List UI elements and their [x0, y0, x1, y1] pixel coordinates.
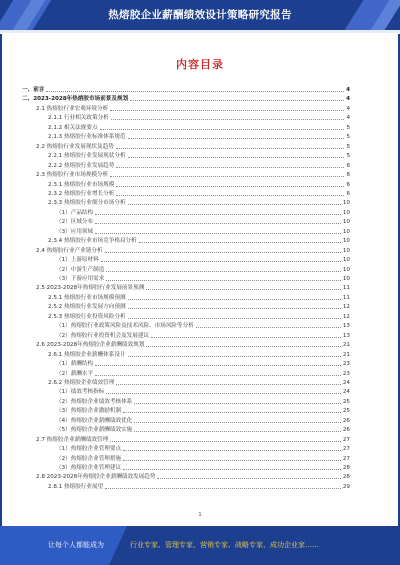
- toc-entry-page: 26: [342, 427, 350, 434]
- toc-entry-page: 4: [346, 105, 350, 112]
- toc-leader-dots: [116, 384, 341, 385]
- toc-entry[interactable]: [48, 303, 350, 311]
- toc-leader-dots: [110, 176, 344, 177]
- toc-entry-page: 25: [342, 398, 350, 405]
- toc-leader-dots: [134, 403, 341, 404]
- toc-leader-dots: [95, 214, 341, 215]
- toc-entry[interactable]: [48, 313, 350, 321]
- toc-leader-dots: [128, 204, 341, 205]
- toc-entry[interactable]: [36, 171, 350, 179]
- toc-entry-label: （2）中游生产制造: [56, 266, 105, 273]
- toc-entry-label: 2.6 2023-2028年热熔胶企业薪酬绩效规划: [36, 342, 145, 349]
- toc-entry-label: （1）热熔胶行业政策风险及技术风险、市场风险等分析: [56, 323, 194, 330]
- toc-entry[interactable]: [48, 124, 350, 132]
- toc-entry[interactable]: [22, 86, 350, 94]
- toc-leader-dots: [95, 233, 341, 234]
- toc-entry-page: 4: [346, 115, 350, 122]
- toc-entry-page: 10: [342, 200, 350, 207]
- toc-entry[interactable]: [56, 266, 350, 274]
- toc-entry-label: （1）上游原材料: [56, 257, 99, 264]
- toc-entry-label: 2.5.1 热熔胶行业市场规模预测: [48, 294, 126, 301]
- header-underline: [0, 30, 400, 33]
- toc-entry-page: 10: [342, 238, 350, 245]
- toc-leader-dots: [128, 308, 341, 309]
- toc-entry-page: 4: [346, 96, 350, 103]
- toc-entry-label: 2.7 热熔胶企业薪酬绩效管理: [36, 436, 109, 443]
- toc-entry[interactable]: [56, 228, 350, 236]
- toc-leader-dots: [123, 450, 341, 451]
- toc-entry-label: （2）区域分布: [56, 219, 94, 226]
- toc-entry[interactable]: [36, 284, 350, 292]
- toc-leader-dots: [105, 252, 341, 253]
- toc-entry[interactable]: [56, 398, 350, 406]
- toc-entry-page: 27: [342, 436, 350, 443]
- toc-leader-dots: [123, 469, 341, 470]
- toc-entry-label: 2.5.2 热熔胶行业发展方向预测: [48, 304, 126, 311]
- toc-leader-dots: [157, 478, 340, 479]
- toc-entry-page: 6: [346, 190, 350, 197]
- toc-entry-page: 24: [342, 389, 350, 396]
- toc-entry[interactable]: [56, 407, 350, 415]
- toc-leader-dots: [116, 167, 344, 168]
- toc-entry[interactable]: [36, 105, 350, 113]
- toc-entry[interactable]: [56, 388, 350, 396]
- toc-leader-dots: [196, 327, 341, 328]
- toc-entry-label: 2.8 2023-2028年热熔胶企业薪酬绩效发展趋势: [36, 474, 156, 481]
- toc-entry-page: 5: [346, 143, 350, 150]
- toc-entry-label: （3）热熔胶企业激励机制: [56, 408, 122, 415]
- toc-leader-dots: [128, 138, 345, 139]
- toc-leader-dots: [111, 119, 345, 120]
- toc-entry-label: （5）热熔胶企业薪酬绩效实施: [56, 427, 133, 434]
- toc-leader-dots: [116, 148, 345, 149]
- toc-entry[interactable]: [36, 341, 350, 349]
- toc-leader-dots: [134, 431, 341, 432]
- toc-entry-label: （3）应用领域: [56, 228, 94, 235]
- toc-entry-page: 5: [346, 124, 350, 131]
- toc-entry-page: 5: [346, 134, 350, 141]
- toc-entry-label: 2.3.4 热熔胶行业市场竞争格局分析: [48, 238, 137, 245]
- toc-entry-page: 21: [342, 351, 350, 358]
- toc-entry-label: 2.8.1 热熔胶行业展望: [48, 483, 104, 490]
- toc-entry[interactable]: [48, 294, 350, 302]
- toc-entry-page: 6: [346, 181, 350, 188]
- toc-entry-label: （3）热熔胶企业管理建议: [56, 465, 122, 471]
- toc-entry-page: 21: [342, 342, 350, 349]
- toc-entry[interactable]: [56, 209, 350, 217]
- toc-entry-label: （1）绩效考核指标: [56, 389, 105, 396]
- footer-banner: [0, 526, 400, 565]
- toc-entry-label: （1）产品结构: [56, 209, 94, 216]
- toc-entry-page: 25: [342, 408, 350, 415]
- toc-entry-label: 一、前言: [22, 87, 45, 93]
- toc-entry[interactable]: [36, 473, 350, 481]
- toc-entry-label: 2.6.1 热熔胶企业薪酬体系设计: [48, 351, 126, 358]
- toc-entry[interactable]: [48, 379, 350, 387]
- toc-leader-dots: [106, 280, 341, 281]
- toc-entry[interactable]: [36, 143, 350, 151]
- toc-leader-dots: [110, 110, 344, 111]
- toc-entry-label: （2）热熔胶企业管理措施: [56, 455, 122, 462]
- toc-leader-dots: [106, 393, 341, 394]
- toc-title: 内容目录: [176, 58, 224, 71]
- toc-entry[interactable]: [36, 436, 350, 444]
- toc-entry[interactable]: [56, 445, 350, 453]
- toc-entry-page: 10: [342, 228, 350, 235]
- toc-leader-dots: [123, 460, 341, 461]
- toc-entry-page: 10: [342, 266, 350, 273]
- toc-leader-dots: [116, 186, 344, 187]
- toc-entry[interactable]: [56, 464, 350, 472]
- toc-leader-dots: [116, 195, 344, 196]
- toc-entry-label: （2）热熔胶企业绩效考核体系: [56, 398, 133, 405]
- toc-entry-label: 2.2 热熔胶行业发展现状及趋势: [36, 143, 114, 150]
- toc-leader-dots: [123, 412, 341, 413]
- toc-entry-label: 2.5 2023-2028年热熔胶行业发展前景预测: [36, 285, 145, 292]
- toc-entry[interactable]: [56, 360, 350, 368]
- toc-entry-label: （2）薪酬水平: [56, 370, 94, 377]
- page-border-left: [0, 34, 2, 526]
- toc-entry-page: 12: [342, 313, 350, 320]
- toc-entry[interactable]: [48, 237, 350, 245]
- toc-entry[interactable]: [48, 190, 350, 198]
- toc-entry[interactable]: [22, 95, 350, 103]
- toc-entry-label: （1）热熔胶企业管理要点: [56, 446, 122, 453]
- toc-entry-page: 27: [342, 455, 350, 462]
- toc-leader-dots: [100, 129, 345, 130]
- header-banner: [0, 0, 400, 30]
- toc-entry-label: （3）下游应用需求: [56, 276, 105, 282]
- toc-entry[interactable]: [48, 483, 350, 491]
- toc-entry-label: 2.3 热熔胶行业市场规模分析: [36, 172, 109, 179]
- toc-entry-label: （1）薪酬结构: [56, 361, 94, 368]
- toc-entry-page: 6: [346, 172, 350, 179]
- toc-entry[interactable]: [56, 455, 350, 463]
- toc-entry-page: 23: [342, 361, 350, 368]
- toc-leader-dots: [151, 337, 341, 338]
- toc-entry-page: 23: [342, 370, 350, 377]
- toc-entry-label: 2.3.2 热熔胶行业增长分析: [48, 190, 115, 197]
- toc-entry-label: （4）热熔胶企业薪酬绩效优化: [56, 417, 133, 424]
- toc-entry[interactable]: [56, 275, 350, 283]
- toc-entry-label: 2.1.2 相关法规要点: [48, 124, 98, 131]
- toc-entry[interactable]: [48, 114, 350, 122]
- toc-entry-label: 2.1.3 热熔胶行业标准体系规范: [48, 134, 126, 141]
- toc-entry-page: 28: [342, 465, 350, 471]
- toc-leader-dots: [128, 318, 341, 319]
- toc-entry-label: 2.5.3 热熔胶行业投资风险分析: [48, 313, 126, 320]
- toc-leader-dots: [139, 242, 341, 243]
- toc-entry-page: 10: [342, 247, 350, 254]
- toc-entry-page: 10: [342, 257, 350, 264]
- toc-leader-dots: [95, 223, 341, 224]
- toc-entry[interactable]: [48, 162, 350, 170]
- toc-entry-label: 2.1 热熔胶行业宏观环境分析: [36, 105, 109, 112]
- toc-entry-label: 二、2023-2028年热熔胶市场前景及规划: [22, 96, 129, 103]
- toc-entry[interactable]: [36, 247, 350, 255]
- toc-entry[interactable]: [48, 181, 350, 189]
- toc-leader-dots: [130, 100, 344, 101]
- page-number: 1: [198, 512, 202, 518]
- toc-entry-label: 2.3.1 热熔胶行业市场规模: [48, 181, 115, 188]
- toc-leader-dots: [46, 91, 344, 92]
- toc-entry[interactable]: [56, 332, 350, 340]
- toc-leader-dots: [95, 365, 341, 366]
- toc-entry-label: 2.1.1 行业相关政策分析: [48, 115, 109, 122]
- toc-leader-dots: [110, 441, 341, 442]
- report-title: 热熔胶企业薪酬绩效设计策略研究报告: [108, 9, 292, 21]
- toc-entry[interactable]: [48, 199, 350, 207]
- toc-entry-page: 28: [342, 474, 350, 481]
- toc-leader-dots: [101, 261, 341, 262]
- toc-entry-label: （2）热熔胶行业投资机会及发展建议: [56, 332, 150, 339]
- toc-leader-dots: [128, 157, 345, 158]
- toc-leader-dots: [128, 356, 341, 357]
- toc-leader-dots: [105, 488, 341, 489]
- footer-slogan-right: 行业专家、管理专家、营销专家、战略专家、成功企业家……: [130, 541, 319, 549]
- toc-entry-page: 6: [346, 162, 350, 169]
- toc-entry-page: 5: [346, 153, 350, 160]
- toc-entry-page: 12: [342, 304, 350, 311]
- toc-entry-page: 10: [342, 209, 350, 216]
- toc-entry-label: 2.4 热熔胶行业产业链分析: [36, 247, 103, 254]
- footer-slogan-left: 让每个人都能成为: [48, 541, 104, 549]
- toc-entry[interactable]: [56, 256, 350, 264]
- toc-entry-label: 2.3.3 热熔胶行业细分市场分析: [48, 200, 126, 207]
- toc-entry-page: 24: [342, 379, 350, 386]
- toc-entry[interactable]: [56, 426, 350, 434]
- toc-entry[interactable]: [56, 370, 350, 378]
- toc-leader-dots: [146, 346, 341, 347]
- toc-entry[interactable]: [56, 218, 350, 226]
- toc-entry-label: 2.2.1 热熔胶行业发展现状分析: [48, 153, 126, 160]
- toc-entry[interactable]: [56, 417, 350, 425]
- toc-entry-page: 11: [342, 294, 350, 301]
- toc-entry-page: 4: [346, 87, 350, 93]
- toc-entry-label: 2.2.2 热熔胶行业发展趋势: [48, 162, 115, 169]
- toc-leader-dots: [106, 271, 341, 272]
- toc-leader-dots: [134, 422, 341, 423]
- toc-entry-label: 2.6.2 热熔胶企业绩效管理: [48, 379, 115, 386]
- toc-leader-dots: [95, 375, 341, 376]
- toc-leader-dots: [128, 299, 341, 300]
- toc-entry[interactable]: [48, 133, 350, 141]
- toc-entry-page: 10: [342, 219, 350, 226]
- toc-entry[interactable]: [48, 152, 350, 160]
- toc-entry-page: 13: [342, 332, 350, 339]
- toc-entry[interactable]: [56, 322, 350, 330]
- toc-entry-page: 11: [342, 285, 350, 292]
- toc-entry-page: 29: [342, 483, 350, 490]
- toc-entry-page: 27: [342, 446, 350, 453]
- toc-entry[interactable]: [48, 351, 350, 359]
- toc-entry-page: 26: [342, 417, 350, 424]
- toc-entry-page: 13: [342, 323, 350, 330]
- toc-entry-page: 10: [342, 276, 350, 282]
- toc-leader-dots: [146, 289, 341, 290]
